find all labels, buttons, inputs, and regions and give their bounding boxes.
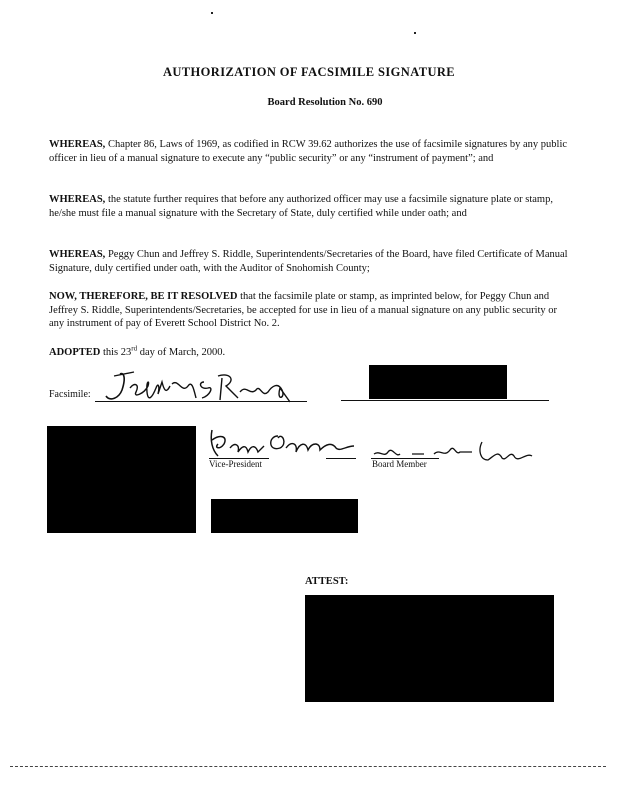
paragraph-text: Chapter 86, Laws of 1969, as codified in RCW 39.62 authorizes the use of facsimile signatures by any public officer in lieu of a manual signature to execute any “public security” or any “instrument of payment”; and <box>49 139 568 164</box>
signature-line-right <box>341 400 549 401</box>
facsimile-label: Facsimile: <box>49 389 91 400</box>
vice-president-signature-image <box>208 426 358 462</box>
vice-president-label: Vice-President <box>209 459 262 469</box>
adopted-pre: this 23 <box>100 347 132 358</box>
scan-speck <box>414 32 416 34</box>
facsimile-signature-image <box>100 368 300 408</box>
adopted-date <box>49 346 225 360</box>
redacted-block <box>305 595 554 702</box>
adopted-ordinal: rd <box>131 344 138 353</box>
adopted-lead: ADOPTED <box>49 347 101 358</box>
paragraph-text: the statute further requires that before any authorized officer may use a facsimile signature plate or stamp, he/she must file a manual signature with the Secretary of State, duly certified while under oath; and <box>49 194 553 219</box>
paragraph-text: Peggy Chun and Jeffrey S. Riddle, Superintendents/Secretaries of the Board, have filed Certificate of Manual Signature, duly certified under oath, with the Auditor of Snohomish County; <box>49 249 568 274</box>
paragraph-lead: WHEREAS, <box>49 194 106 205</box>
whereas-paragraph-2 <box>49 193 569 220</box>
whereas-paragraph-3 <box>49 248 569 275</box>
vice-president-signature-line <box>326 458 356 459</box>
whereas-paragraph-1 <box>49 138 569 165</box>
resolution-number: Board Resolution No. 690 <box>267 97 383 108</box>
scan-speck <box>211 12 213 14</box>
paragraph-lead: WHEREAS, <box>49 249 106 260</box>
paragraph-lead: WHEREAS, <box>49 139 106 150</box>
resolved-paragraph <box>49 290 569 331</box>
footer-rule <box>10 766 606 767</box>
paragraph-lead: NOW, THEREFORE, BE IT RESOLVED <box>49 291 238 302</box>
attest-label: ATTEST: <box>305 576 349 587</box>
board-member-label: Board Member <box>372 459 427 469</box>
adopted-post: day of March, 2000. <box>137 347 226 358</box>
document-title: AUTHORIZATION OF FACSIMILE SIGNATURE <box>162 65 456 79</box>
paragraph-text: that the facsimile plate or stamp, as imprinted below, for Peggy Chun and Jeffrey S. Riddle, Superintendents/Secretaries, be accepted for use in lieu of a manual signature on any public security or any instrument of pay of Everett School District No. 2. <box>49 291 558 330</box>
redacted-block <box>211 499 358 533</box>
redacted-block <box>47 426 196 533</box>
redacted-block <box>369 365 507 399</box>
